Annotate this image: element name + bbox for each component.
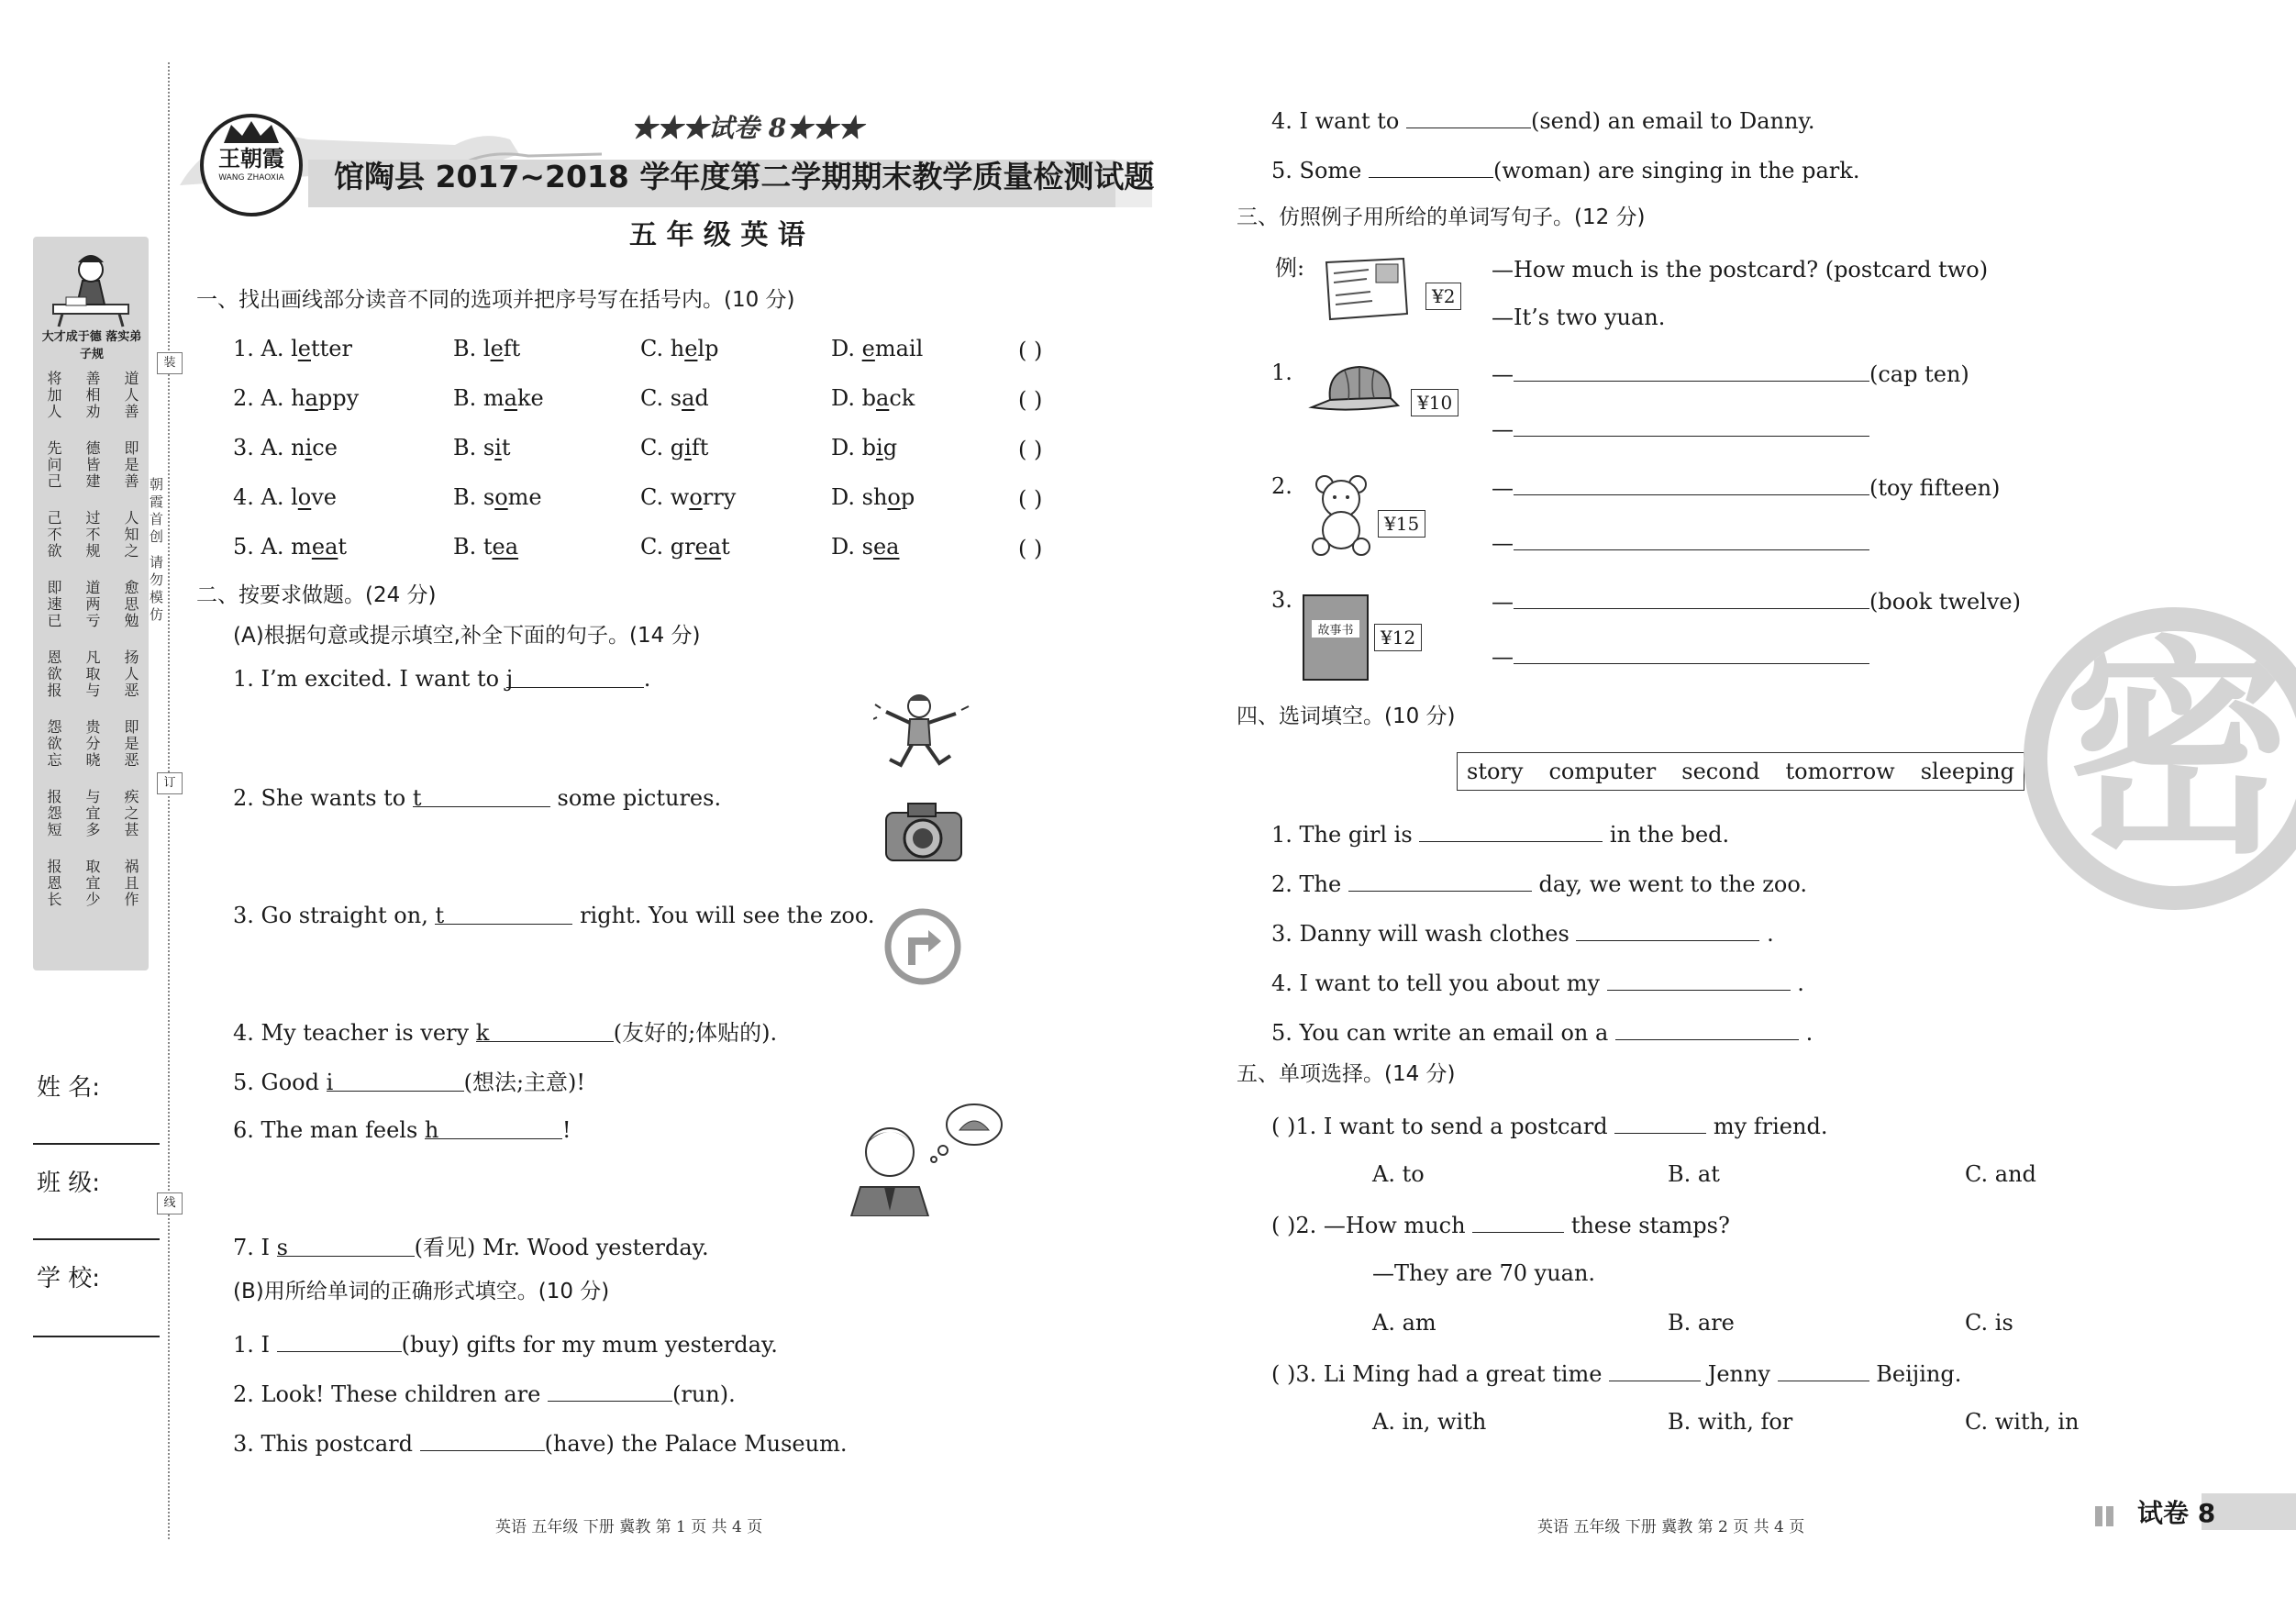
example-question: —How much is the postcard? (postcard two) <box>1492 257 1989 283</box>
verse-column: 即是恶 <box>122 719 139 769</box>
verb-form-question: 3. This postcard (have) the Palace Museum. <box>233 1431 848 1457</box>
word-hint: (book twelve) <box>1869 589 2021 615</box>
answer-blank[interactable]: s <box>277 1237 415 1257</box>
logo-sub: WANG ZHAOXIA <box>218 173 284 183</box>
phonics-option: C. help <box>640 336 719 361</box>
underlined-letters: i <box>494 435 502 460</box>
underlined-letters: i <box>684 435 692 460</box>
seal-mark-2: 订 <box>157 772 183 794</box>
choice-question: ( )1. I want to send a postcard my friend. <box>1271 1114 1828 1139</box>
verse-column: 己不欲 <box>45 510 62 560</box>
teddy-bear-image <box>1306 473 1376 556</box>
answer-bracket[interactable]: ( ) <box>1018 486 1043 512</box>
choice-option[interactable]: A. am <box>1372 1310 1436 1336</box>
word-bank-word: second <box>1681 759 1760 784</box>
seal-mark-1: 装 <box>157 352 183 374</box>
section3-heading: 三、仿照例子用所给的单词写句子。(12 分) <box>1237 205 1646 229</box>
footer-left: 英语 五年级 下册 冀教 第 1 页 共 4 页 <box>495 1518 763 1536</box>
verse-group <box>44 580 139 633</box>
phonics-option: D. back <box>831 385 915 411</box>
verse-column: 善相劝 <box>83 371 101 420</box>
verse-column: 即是善 <box>122 440 139 490</box>
price-tag: ¥12 <box>1374 624 1422 651</box>
underlined-letters: o <box>689 484 703 510</box>
footer-badge-bar <box>2202 1493 2296 1530</box>
choice-option[interactable]: B. are <box>1668 1310 1735 1336</box>
answer-blank[interactable] <box>420 1431 545 1451</box>
answer-blank[interactable]: t <box>413 787 550 807</box>
choice-option[interactable]: C. is <box>1965 1310 2013 1336</box>
phonics-option: 2. A. happy <box>233 385 360 411</box>
choice-question: ( )2. —How much these stamps? <box>1271 1213 1730 1238</box>
camera-image <box>882 800 965 864</box>
item-number: 2. <box>1271 473 1292 499</box>
sidebar-motto: 大才成于德 落实弟子规 <box>41 330 142 361</box>
class-label: 班 级: <box>37 1170 101 1197</box>
price-tag: ¥15 <box>1378 510 1425 538</box>
section5-heading: 五、单项选择。(14 分) <box>1237 1062 1456 1086</box>
class-field[interactable] <box>33 1238 160 1240</box>
answer-blank[interactable] <box>1514 644 1869 664</box>
sentence-line-question: — (cap ten) <box>1492 361 1969 387</box>
answer-blank[interactable]: h <box>425 1119 562 1139</box>
choice-option[interactable]: B. with, for <box>1668 1409 1793 1435</box>
underlined-letters: i <box>305 435 313 460</box>
word-bank <box>1457 752 2024 791</box>
answer-blank[interactable] <box>1472 1213 1564 1233</box>
verse-group <box>44 719 139 772</box>
postcard-image <box>1321 255 1411 323</box>
phonics-option: B. sit <box>453 435 511 460</box>
verse-column: 先问己 <box>45 440 62 490</box>
word-bank-word: computer <box>1548 759 1657 784</box>
sidebar-panel <box>33 237 149 970</box>
verse-column: 愈思勉 <box>122 580 139 629</box>
item-number: 3. <box>1271 587 1292 613</box>
answer-blank[interactable] <box>1369 158 1493 178</box>
fill-question: 7. I s (看见) Mr. Wood yesterday. <box>233 1235 709 1260</box>
example-label: 例: <box>1275 255 1305 281</box>
underlined-letters: ea <box>694 534 722 560</box>
underlined-letters: ea <box>492 534 519 560</box>
word-bank-word: story <box>1467 759 1524 784</box>
verse-column: 凡取与 <box>83 649 101 699</box>
underlined-letters: a <box>305 385 318 411</box>
example-price-tag: ¥2 <box>1425 283 1461 310</box>
verse-column: 扬人恶 <box>122 649 139 699</box>
section2-partB: (B)用所给单词的正确形式填空。(10 分) <box>233 1280 610 1303</box>
verse-column: 道两亏 <box>83 580 101 629</box>
verse-column: 道人善 <box>122 371 139 420</box>
word-fill-question: 3. Danny will wash clothes . <box>1271 921 1774 947</box>
underlined-letters: e <box>684 336 698 361</box>
hungry-man-image <box>848 1101 1005 1216</box>
verse-group <box>44 440 139 494</box>
price-tag: ¥10 <box>1411 389 1459 416</box>
choice-option[interactable]: A. to <box>1372 1161 1425 1187</box>
turn-right-sign-icon <box>884 908 961 985</box>
sentence-line-question: — (toy fifteen) <box>1492 475 2001 501</box>
section1-heading: 一、找出画线部分读音不同的选项并把序号写在括号内。(10 分) <box>196 288 795 312</box>
section2-partA: (A)根据句意或提示填空,补全下面的句子。(14 分) <box>233 624 701 648</box>
logo-text: 王朝霞 <box>218 145 284 172</box>
secret-watermark <box>2024 607 2296 910</box>
answer-bracket[interactable]: ( ) <box>1018 437 1043 462</box>
school-field[interactable] <box>33 1336 160 1337</box>
verse-group <box>44 789 139 842</box>
answer-blank[interactable] <box>1406 108 1531 128</box>
cut-line <box>168 62 170 1539</box>
school-label: 学 校: <box>37 1265 101 1292</box>
answer-blank[interactable] <box>1348 871 1532 892</box>
phonics-option: C. worry <box>640 484 737 510</box>
underlined-letters: a <box>504 385 517 411</box>
verb-form-question: 4. I want to (send) an email to Danny. <box>1271 108 1815 134</box>
answer-blank[interactable]: j <box>506 668 644 688</box>
underlined-letters: ea <box>311 534 338 560</box>
item-number: 1. <box>1271 360 1292 385</box>
phonics-option: D. big <box>831 435 898 460</box>
sentence-line-question: — (book twelve) <box>1492 589 2021 615</box>
seal-mark-3: 线 <box>157 1192 183 1214</box>
answer-blank[interactable]: t <box>435 904 572 925</box>
underlined-letters: e <box>861 336 875 361</box>
verse-group <box>44 510 139 563</box>
word-bank-word: sleeping <box>1920 759 2014 784</box>
word-fill-question: 5. You can write an email on a . <box>1271 1020 1814 1046</box>
choice-option[interactable]: C. with, in <box>1965 1409 2080 1435</box>
jumping-boy-image <box>873 686 972 778</box>
underlined-letters: e <box>297 336 311 361</box>
answer-blank[interactable] <box>1514 361 1869 382</box>
sentence-line-answer: — <box>1492 416 1869 440</box>
word-hint: (toy fifteen) <box>1869 475 2001 501</box>
choice-option[interactable]: B. at <box>1668 1161 1720 1187</box>
answer-blank[interactable] <box>548 1381 672 1402</box>
verse-column: 人知之 <box>122 510 139 560</box>
answer-blank[interactable] <box>1514 475 1869 495</box>
phonics-option: D. sea <box>831 534 900 560</box>
verse-group <box>44 649 139 703</box>
answer-blank[interactable]: k <box>476 1022 614 1042</box>
logo <box>200 114 303 216</box>
underlined-letters: a <box>682 385 695 411</box>
verse-column: 怨欲忘 <box>45 719 62 769</box>
footer-dots <box>2095 1506 2115 1526</box>
footer-badge: 试卷 8 <box>2137 1498 2216 1528</box>
answer-blank[interactable] <box>1607 970 1791 991</box>
name-label: 姓 名: <box>37 1074 101 1102</box>
sentence-line-answer: — <box>1492 530 1869 554</box>
underlined-letters: e <box>490 336 504 361</box>
verse-column: 恩欲报 <box>45 649 62 699</box>
word-fill-question: 4. I want to tell you about my . <box>1271 970 1804 996</box>
choice-question-reply: —They are 70 yuan. <box>1372 1260 1596 1286</box>
exam-title: 馆陶县 2017~2018 学年度第二学期期末教学质量检测试题 <box>334 159 1155 194</box>
answer-blank[interactable] <box>1514 530 1869 550</box>
answer-blank[interactable] <box>1615 1020 1799 1040</box>
answer-blank[interactable] <box>1514 589 1869 609</box>
answer-blank[interactable] <box>1514 416 1869 437</box>
verse-column: 贵分晓 <box>83 719 101 769</box>
sentence-line-answer: — <box>1492 644 1869 668</box>
answer-bracket[interactable]: ( ) <box>1018 338 1043 363</box>
verse-column: 将加人 <box>45 371 62 420</box>
underlined-letters: o <box>297 484 312 510</box>
storybook-title: 故事书 <box>1312 620 1359 638</box>
sidebar-verses <box>44 371 139 928</box>
answer-blank[interactable] <box>1576 921 1759 941</box>
phonics-option: C. gift <box>640 435 709 460</box>
section4-heading: 四、选词填空。(10 分) <box>1237 704 1456 728</box>
section2-heading: 二、按要求做题。(24 分) <box>196 583 437 607</box>
fill-question: 2. She wants to t some pictures. <box>233 785 722 811</box>
answer-blank[interactable]: i <box>327 1071 464 1092</box>
verse-column: 报恩长 <box>45 859 62 908</box>
phonics-option: B. tea <box>453 534 519 560</box>
verse-group <box>44 859 139 912</box>
verse-column: 报怨短 <box>45 789 62 838</box>
choice-question: ( )3. Li Ming had a great time Jenny Beijing. <box>1271 1361 1962 1387</box>
fill-question: 3. Go straight on, t right. You will see the zoo. <box>233 903 875 928</box>
verse-group <box>44 371 139 424</box>
storybook-image <box>1303 594 1369 681</box>
phonics-option: 3. A. nice <box>233 435 338 460</box>
phonics-option: C. great <box>640 534 730 560</box>
answer-blank[interactable] <box>1419 822 1603 842</box>
fill-question: 1. I’m excited. I want to j . <box>233 666 651 692</box>
cap-image <box>1303 361 1403 418</box>
name-field[interactable] <box>33 1143 160 1145</box>
copyright-note: 朝霞首创 请勿模仿 <box>148 477 164 625</box>
underlined-letters: i <box>876 435 883 460</box>
word-fill-question: 1. The girl is in the bed. <box>1271 822 1730 848</box>
footer-right: 英语 五年级 下册 冀教 第 2 页 共 4 页 <box>1537 1518 1805 1536</box>
verb-form-question: 2. Look! These children are (run). <box>233 1381 736 1407</box>
word-hint: (cap ten) <box>1869 361 1969 387</box>
watermark-char: 密 <box>2064 617 2293 884</box>
answer-blank[interactable] <box>1778 1361 1869 1381</box>
answer-blank[interactable] <box>277 1332 402 1352</box>
phonics-option: B. some <box>453 484 542 510</box>
verse-column: 即速已 <box>45 580 62 629</box>
underlined-letters: o <box>887 484 901 510</box>
paper-badge: ★★★试卷 8★★★ <box>631 113 864 143</box>
underlined-letters: ea <box>872 534 900 560</box>
phonics-option: 4. A. love <box>233 484 338 510</box>
phonics-option: 5. A. meat <box>233 534 348 560</box>
underlined-letters: a <box>876 385 890 411</box>
fill-question: 4. My teacher is very k (友好的;体贴的). <box>233 1020 778 1046</box>
phonics-option: B. make <box>453 385 544 411</box>
exam-subtitle: 五 年 级 英 语 <box>629 219 805 251</box>
fill-question: 5. Good i (想法;主意)! <box>233 1070 586 1095</box>
verse-column: 疾之甚 <box>122 789 139 838</box>
phonics-option: D. shop <box>831 484 915 510</box>
verse-column: 德皆建 <box>83 440 101 490</box>
word-fill-question: 2. The day, we went to the zoo. <box>1271 871 1808 897</box>
phonics-option: B. left <box>453 336 521 361</box>
answer-bracket[interactable]: ( ) <box>1018 387 1043 413</box>
verb-form-question: 1. I (buy) gifts for my mum yesterday. <box>233 1332 778 1358</box>
word-bank-word: tomorrow <box>1785 759 1895 784</box>
fill-question: 6. The man feels h ! <box>233 1117 571 1143</box>
underlined-letters: o <box>494 484 508 510</box>
choice-option[interactable]: A. in, with <box>1372 1409 1487 1435</box>
answer-blank[interactable] <box>1614 1114 1706 1134</box>
verse-column: 取宜少 <box>83 859 101 908</box>
phonics-option: C. sad <box>640 385 709 411</box>
crown-icon <box>204 117 299 145</box>
scholar-illustration <box>46 244 136 328</box>
answer-blank[interactable] <box>1609 1361 1701 1381</box>
verse-column: 过不规 <box>83 510 101 560</box>
phonics-option: 1. A. letter <box>233 336 352 361</box>
answer-bracket[interactable]: ( ) <box>1018 536 1043 561</box>
phonics-option: D. email <box>831 336 924 361</box>
verse-column: 与宜多 <box>83 789 101 838</box>
example-answer: —It’s two yuan. <box>1492 305 1666 330</box>
verb-form-question: 5. Some (woman) are singing in the park. <box>1271 158 1860 183</box>
choice-option[interactable]: C. and <box>1965 1161 2036 1187</box>
verse-column: 祸且作 <box>122 859 139 908</box>
